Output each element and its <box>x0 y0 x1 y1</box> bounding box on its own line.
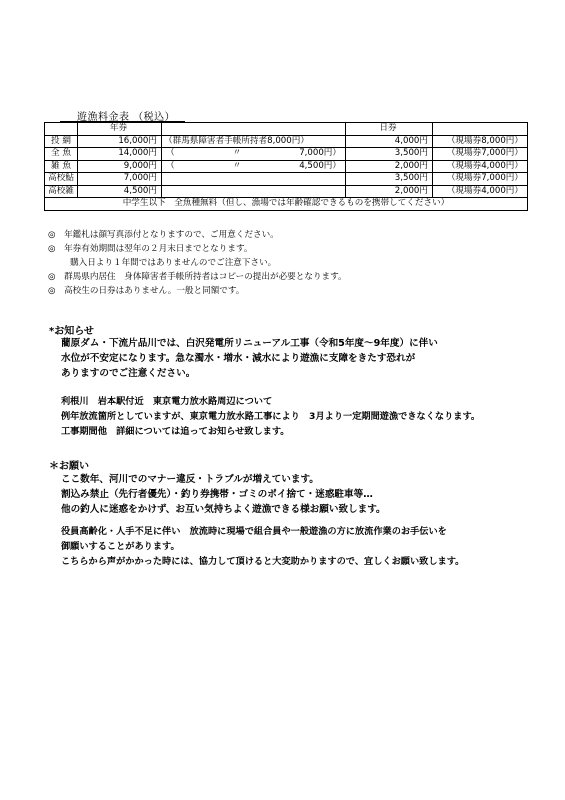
onegai-paragraph-1 <box>61 472 386 517</box>
year-note <box>162 148 346 161</box>
fee-table <box>44 122 528 211</box>
fee-table-title: 遊漁料金表 （税込） <box>77 112 176 123</box>
paragraph-line: ここ数年、河川でのマナー違反・トラブルが増えています。 <box>61 474 319 485</box>
paragraph-line: 役員高齢化・人手不足に伴い 放流時に現場で組合員や一般遊漁の方に放流作業のお手伝いを <box>61 526 447 537</box>
ditto-mark: 〃 <box>232 148 242 159</box>
paragraph-line: ありますのでご注意ください。 <box>61 368 196 379</box>
day-note: （現場券8,000円） <box>433 135 528 148</box>
table-row <box>45 135 528 148</box>
paragraph-line: 藺原ダム・下流片品川では、白沢発電所リニューアル工事（令和5年度～9年度）に伴い <box>61 338 438 349</box>
table-row <box>45 173 528 186</box>
year-note <box>162 160 346 173</box>
paragraph-line: 利根川 岩本駅付近 東京電力放水路周辺について <box>61 396 273 407</box>
year-price: 9,000円 <box>78 160 162 173</box>
notes-list <box>48 228 347 298</box>
day-price: 3,500円 <box>346 148 433 161</box>
note-price: 7,000円） <box>299 148 341 159</box>
oshirase-paragraph-2 <box>61 394 480 439</box>
day-note: （現場券4,000円） <box>433 185 528 198</box>
note-item: ◎ 年鑑札は顔写真添付となりますので、ご用意ください。 <box>48 230 279 240</box>
header-day: 日券 <box>346 123 433 136</box>
oshirase-paragraph-1 <box>61 336 438 381</box>
note-item: ◎ 群馬県内居住 身体障害者手帳所持者はコピーの提出が必要となります。 <box>48 272 347 282</box>
header-day-note-blank <box>433 123 528 136</box>
table-row <box>45 185 528 198</box>
header-year: 年券 <box>78 123 162 136</box>
paragraph-line: 水位が不安定になります。急な濁水・増水・減水により遊漁に支障をきたす恐れが <box>61 353 416 364</box>
day-price: 4,000円 <box>346 135 433 148</box>
header-note-blank <box>162 123 346 136</box>
row-label: 投 網 <box>45 135 78 148</box>
note-item: 購入日より１年間ではありませんのでご注意下さい。 <box>70 258 277 268</box>
note-item: ◎ 年券有効期間は翌年の２月末日までとなります。 <box>48 244 253 254</box>
note-open-paren: （ <box>166 148 175 159</box>
paragraph-line: こちらから声がかかった時には、協力して頂けると大変助かりますので、宜しくお願い致します。 <box>61 556 465 567</box>
day-price: 2,000円 <box>346 185 433 198</box>
day-note: （現場券7,000円） <box>433 148 528 161</box>
day-price: 3,500円 <box>346 173 433 186</box>
note-item: ◎ 高校生の日券はありません。一般と同額です。 <box>48 286 245 296</box>
onegai-heading: ＊お願い <box>49 461 89 472</box>
year-price: 14,000円 <box>78 148 162 161</box>
day-price: 2,000円 <box>346 160 433 173</box>
year-price: 7,000円 <box>78 173 162 186</box>
row-label: 高校鮎 <box>45 173 78 186</box>
oshirase-heading: *お知らせ <box>49 326 94 337</box>
paragraph-line: 工事期間他 詳細については追ってお知らせ致します。 <box>61 426 290 437</box>
table-row <box>45 148 528 161</box>
ditto-mark: 〃 <box>232 160 242 171</box>
paragraph-line: 割込み禁止（先行者優先）・釣り券携帯・ゴミのポイ捨て・迷惑駐車等… <box>61 489 373 500</box>
paragraph-line: 例年放流箇所としていますが、東京電力放水路工事により 3月より一定期間遊漁できなくなります。 <box>61 411 481 422</box>
day-note: （現場券4,000円） <box>433 160 528 173</box>
year-note <box>162 173 346 186</box>
note-price: 4,500円） <box>299 160 341 171</box>
header-blank <box>45 123 78 136</box>
fee-table-footer-row <box>45 198 528 211</box>
year-price: 16,000円 <box>78 135 162 148</box>
free-for-students-note: 中学生以下 全魚種無料（但し、漁場では年齢確認できるものを携帯してください） <box>45 198 528 211</box>
year-note: （群馬県障害者手帳所持者8,000円） <box>162 135 346 148</box>
table-row <box>45 160 528 173</box>
onegai-paragraph-2 <box>61 524 464 569</box>
note-open-paren: （ <box>166 160 175 171</box>
row-label: 雑 魚 <box>45 160 78 173</box>
row-label: 全 魚 <box>45 148 78 161</box>
paragraph-line: 御願いすることがあります。 <box>61 541 180 552</box>
day-note: （現場券7,000円） <box>433 173 528 186</box>
paragraph-line: 他の釣人に迷惑をかけず、お互い気持ちよく遊漁できる様お願い致します。 <box>61 504 386 515</box>
year-note <box>162 185 346 198</box>
year-price: 4,500円 <box>78 185 162 198</box>
row-label: 高校雑 <box>45 185 78 198</box>
fee-table-header-row <box>45 123 528 136</box>
